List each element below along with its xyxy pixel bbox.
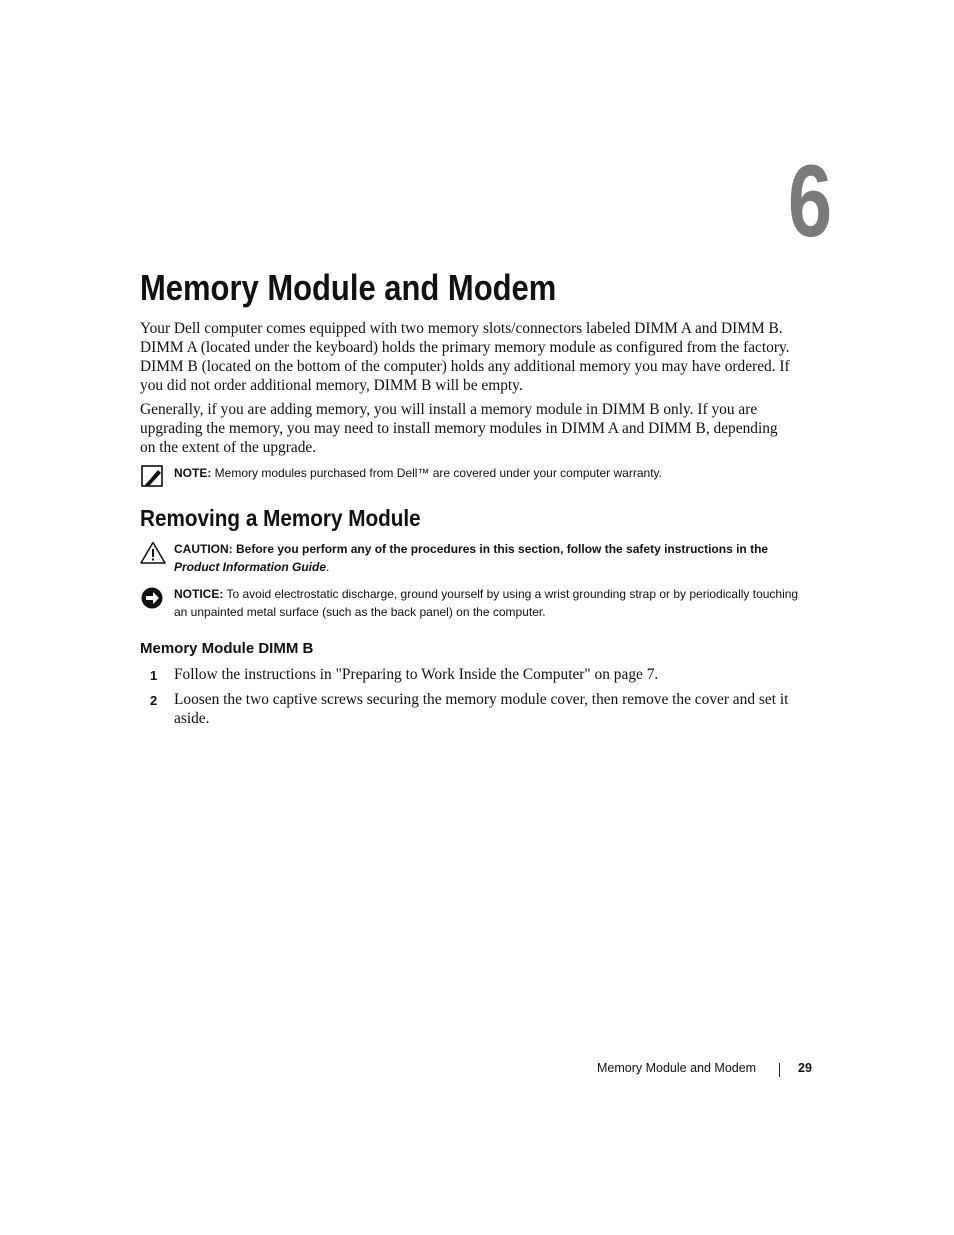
notice-text: To avoid electrostatic discharge, ground yourself by using a wrist grounding strap or by periodically touching an unpainted metal surface (such as the back panel) on the computer. xyxy=(174,587,799,619)
chapter-title: Memory Module and Modem xyxy=(140,267,557,308)
footer-divider xyxy=(779,1063,780,1077)
list-item xyxy=(140,690,790,728)
note-label: NOTE: xyxy=(174,466,212,480)
footer-title: Memory Module and Modem xyxy=(597,1061,757,1075)
note-text: Memory modules purchased from Dell™ are covered under your computer warranty. xyxy=(211,466,662,480)
subsection-heading: Memory Module DIMM B xyxy=(140,640,314,657)
list-item xyxy=(140,665,790,684)
caution-end: . xyxy=(326,559,330,574)
caution-text: Before you perform any of the procedures in this section, follow the safety instructions in the xyxy=(232,542,769,556)
intro-paragraph-1: Your Dell computer comes equipped with two memory slots/connectors labeled DIMM A and DIMM B. DIMM A (located under the keyboard) holds the primary memory module as configured from the factory. DIMM B (located on the bottom of the computer) holds any additional memory you may have ordered. If you did not order additional memory, DIMM B will be empty. xyxy=(140,320,790,394)
pencil-note-icon xyxy=(140,465,166,489)
notice-callout xyxy=(140,586,800,621)
page-footer xyxy=(590,1061,820,1081)
caution-callout xyxy=(140,541,800,576)
warning-triangle-icon xyxy=(140,541,166,565)
section-heading: Removing a Memory Module xyxy=(140,505,421,531)
step-number: 1 xyxy=(150,668,158,683)
step-text: Follow the instructions in "Preparing to Work Inside the Computer" on page 7. xyxy=(174,666,659,683)
note-callout xyxy=(140,465,800,483)
intro-paragraph-2: Generally, if you are adding memory, you will install a memory module in DIMM B only. If you are upgrading the memory, you may need to install memory modules in DIMM A and DIMM B, depending on the extent of the upgrade. xyxy=(140,401,778,456)
arrow-circle-icon xyxy=(140,586,166,610)
step-number: 2 xyxy=(150,693,158,708)
caution-label: CAUTION: xyxy=(174,542,233,556)
step-text: Loosen the two captive screws securing the memory module cover, then remove the cover and set it aside. xyxy=(174,691,789,727)
notice-label: NOTICE: xyxy=(174,587,224,601)
chapter-number: 6 xyxy=(787,144,833,258)
caution-guide-title: Product Information Guide xyxy=(174,559,326,574)
page-number: 29 xyxy=(798,1061,812,1075)
